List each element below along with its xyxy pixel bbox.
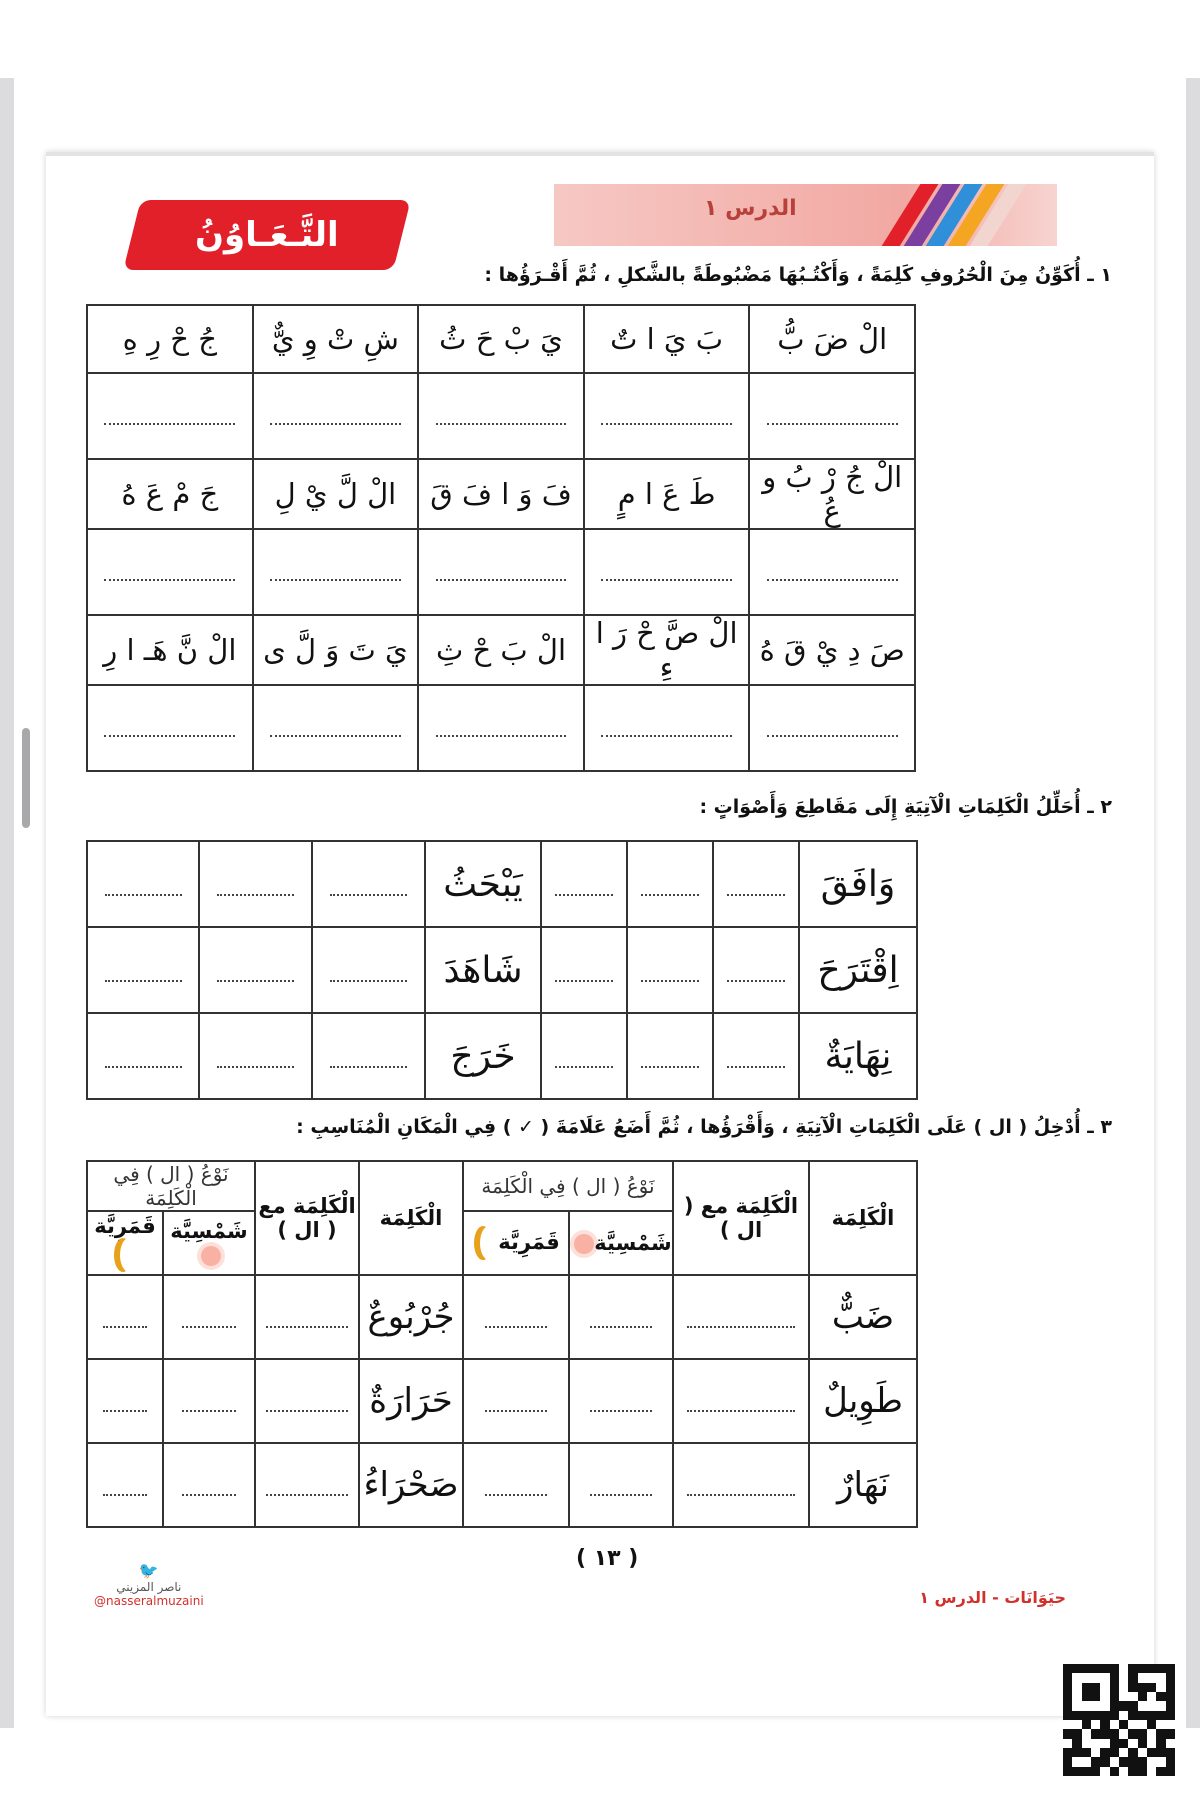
check-cell[interactable] [87,1359,163,1443]
lesson-label: الدرس ١ [704,196,797,221]
right-window-edge [1186,78,1200,1728]
header-type: نَوْعُ ( ال ) فِي الْكَلِمَة [87,1161,255,1211]
syllable-cell[interactable] [87,841,199,927]
syllable-cell[interactable] [627,927,713,1013]
letters-cell: الْ ضَ بُّ [749,305,915,373]
word-cell: اِقْتَرَحَ [799,927,917,1013]
check-cell[interactable] [463,1275,569,1359]
syllable-cell[interactable] [627,1013,713,1099]
sun-icon [574,1234,594,1254]
letters-cell: الْ بَ حْ ثِ [418,615,584,685]
syllable-cell[interactable] [541,1013,627,1099]
check-cell[interactable] [463,1359,569,1443]
qamariya-label: قَمَرِيَّة [94,1214,156,1238]
header-qamariya [463,1211,569,1275]
word-cell: حَرَارَةٌ [359,1359,463,1443]
check-cell[interactable] [163,1275,255,1359]
answer-cell[interactable] [584,373,750,459]
letters-table [86,304,916,772]
lesson-title-badge [123,200,410,270]
answer-cell[interactable] [418,685,584,771]
answer-cell[interactable] [255,1443,359,1527]
answer-cell[interactable] [418,373,584,459]
letters-cell: جَ مْ عَ هُ [87,459,253,529]
section3-instruction: ٣ ـ أُدْخِلُ ( ال ) عَلَى الْكَلِمَاتِ الْآتِيَةِ ، وَأَقْرَؤُها ، ثُمَّ أَضَعُ عَلَامَةَ ( ✓ ) فِي الْمَكَانِ الْمُنَاسِبِ : [296,1116,1112,1138]
header-qamariya [87,1211,163,1275]
qamariya-label: قَمَرِيَّة [498,1230,560,1254]
author-name: ناصر المزيني [116,1580,182,1594]
header-word-with-al: الْكَلِمَة مع ( ال ) [255,1161,359,1275]
lesson-title: التَّـعَـاوُنُ [195,215,339,255]
syllable-cell[interactable] [541,927,627,1013]
syllable-cell[interactable] [199,841,312,927]
word-cell: يَبْحَثُ [425,841,541,927]
check-cell[interactable] [569,1443,673,1527]
definite-article-table [86,1160,918,1528]
answer-cell[interactable] [749,373,915,459]
header-word: الْكَلِمَة [359,1161,463,1275]
word-cell: شَاهَدَ [425,927,541,1013]
book-reference: حيَوَانَات - الدرس ١ [919,1588,1066,1607]
check-cell[interactable] [463,1443,569,1527]
shamsiya-label: شَمْسِيَّة [594,1231,672,1255]
word-cell: نِهَايَةٌ [799,1013,917,1099]
moon-icon [120,1238,138,1272]
answer-cell[interactable] [253,373,419,459]
letters-cell: الْ جُ رْ بُ و عُ [749,459,915,529]
answer-cell[interactable] [253,529,419,615]
syllable-cell[interactable] [627,841,713,927]
header-word: الْكَلِمَة [809,1161,917,1275]
answer-cell[interactable] [749,529,915,615]
syllable-cell[interactable] [713,927,799,1013]
syllable-cell[interactable] [87,927,199,1013]
syllable-cell[interactable] [312,841,425,927]
syllable-cell[interactable] [312,927,425,1013]
letters-cell: يَ بْ حَ ثُ [418,305,584,373]
answer-cell[interactable] [673,1359,809,1443]
answer-cell[interactable] [673,1275,809,1359]
scrollbar-thumb[interactable] [22,728,30,828]
check-cell[interactable] [569,1275,673,1359]
answer-cell[interactable] [253,685,419,771]
letters-cell: الْ لَّ يْ لِ [253,459,419,529]
word-cell: وَافَقَ [799,841,917,927]
answer-cell[interactable] [87,373,253,459]
answer-cell[interactable] [418,529,584,615]
syllable-cell[interactable] [312,1013,425,1099]
letters-cell: صَ دِ يْ قَ هُ [749,615,915,685]
answer-cell[interactable] [87,685,253,771]
letters-cell: يَ تَ وَ لَّ ى [253,615,419,685]
check-cell[interactable] [87,1443,163,1527]
word-cell: خَرَجَ [425,1013,541,1099]
answer-cell[interactable] [584,685,750,771]
header-type: نَوْعُ ( ال ) فِي الْكَلِمَة [463,1161,673,1211]
check-cell[interactable] [569,1359,673,1443]
lesson-banner [554,184,1057,246]
syllable-cell[interactable] [87,1013,199,1099]
check-cell[interactable] [163,1443,255,1527]
section1-instruction: ١ ـ أُكَوِّنُ مِنَ الْحُرُوفِ كَلِمَةً ، وَأَكْتُـبُهَا مَضْبُوطَةً بالشَّكلِ ، ثُمَّ أَقْـرَؤُها : [484,264,1112,286]
letters-cell: شِ تْ وِ يٌّ [253,305,419,373]
word-cell: طَوِيلٌ [809,1359,917,1443]
syllable-cell[interactable] [199,1013,312,1099]
qr-code-icon[interactable] [1063,1664,1175,1776]
header-word-with-al: الْكَلِمَة مع ( ال ) [673,1161,809,1275]
answer-cell[interactable] [584,529,750,615]
sun-icon [201,1246,221,1266]
answer-cell[interactable] [255,1275,359,1359]
word-cell: ضَبٌّ [809,1275,917,1359]
word-cell: جُرْبُوعٌ [359,1275,463,1359]
letters-cell: بَ يَ ا تٌ [584,305,750,373]
section2-instruction: ٢ ـ أُحَلِّلُ الْكَلِمَاتِ الْآتِيَةِ إِلَى مَقَاطِعَ وَأَصْوَاتٍ : [699,796,1112,818]
author-credit [94,1561,204,1608]
syllable-cell[interactable] [199,927,312,1013]
twitter-handle[interactable]: @nasseralmuzaini [94,1594,204,1608]
moon-icon [480,1226,498,1260]
letters-cell: الْ صَّ حْ رَ ا ءِ [584,615,750,685]
color-stripes-decoration [877,184,1027,246]
letters-cell: طَ عَ ا مٍ [584,459,750,529]
header-shamsiya [569,1211,673,1275]
syllable-cell[interactable] [541,841,627,927]
left-window-edge [0,78,14,1728]
check-cell[interactable] [87,1275,163,1359]
letters-cell: جُ حْ رِ هِ [87,305,253,373]
answer-cell[interactable] [673,1443,809,1527]
worksheet-page [46,152,1154,1716]
syllable-cell[interactable] [713,841,799,927]
letters-cell: الْ نَّ هَـ ا رِ [87,615,253,685]
answer-cell[interactable] [255,1359,359,1443]
twitter-icon: 🐦 [138,1561,159,1580]
header-shamsiya [163,1211,255,1275]
word-cell: نَهَارٌ [809,1443,917,1527]
shamsiya-label: شَمْسِيَّة [170,1219,248,1243]
page-number: ( ١٣ ) [576,1546,639,1571]
syllable-cell[interactable] [713,1013,799,1099]
answer-cell[interactable] [749,685,915,771]
answer-cell[interactable] [87,529,253,615]
check-cell[interactable] [163,1359,255,1443]
word-cell: صَحْرَاءُ [359,1443,463,1527]
letters-cell: فَ وَ ا فَ قَ [418,459,584,529]
syllables-table [86,840,918,1100]
